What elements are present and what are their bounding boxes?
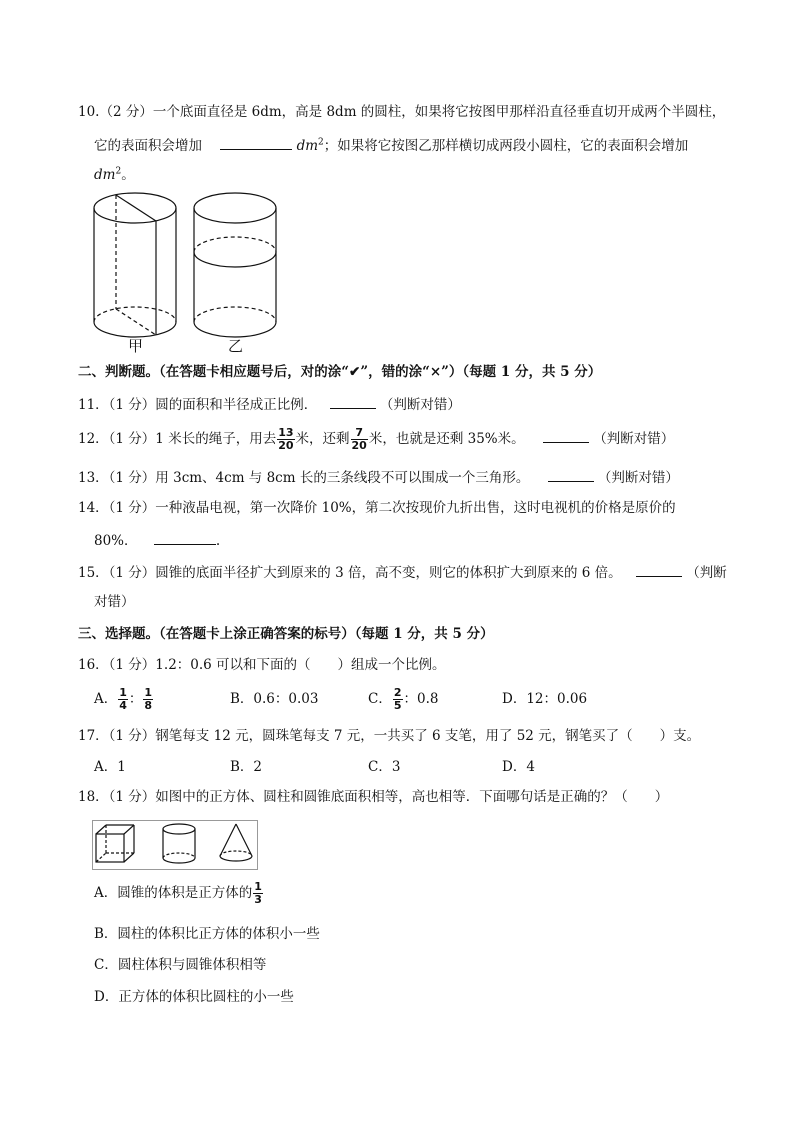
q18-option-d[interactable]: D．正方体的体积比圆柱的小一些: [94, 989, 294, 1005]
q14-line2-text: 80%．: [94, 533, 138, 549]
q17-text: 17．（1 分）钢笔每支 12 元，圆珠笔每支 7 元，一共买了 6 支笔，用了 52 元，钢笔买了（ ）支。: [78, 728, 701, 744]
q15-answer-blank[interactable]: [636, 562, 682, 577]
q17-option-a[interactable]: A．1: [94, 759, 126, 775]
q10-line2-post: ；如果将它按图乙那样横切成两段小圆柱，它的表面积会增加: [323, 138, 689, 154]
q10-unit: dm: [296, 138, 319, 154]
q12-mid: 米，还剩: [295, 431, 350, 447]
cylinder-icon: [163, 824, 195, 863]
q12-fraction-1: [277, 427, 294, 452]
figure-label-yi: 乙: [228, 337, 244, 355]
q10-unit-2: dm: [94, 167, 116, 183]
cone-icon: [220, 824, 252, 861]
q13: [78, 467, 679, 487]
q10-line1: 10.（2 分）一个底面直径是 6dm，高是 8dm 的圆柱，如果将它按图甲那样沿直径垂直切开成两个半圆柱，: [78, 104, 726, 120]
q12: [78, 426, 674, 452]
q11-text: 11．（1 分）圆的面积和半径成正比例．: [78, 397, 318, 413]
q16-option-c-label: C．: [368, 691, 392, 707]
q14-answer-blank[interactable]: [154, 530, 216, 545]
cylinder-jia: [94, 193, 176, 337]
q10-cylinders-figure: [92, 190, 282, 360]
cube-icon: [96, 825, 134, 862]
q16-a-f2-num: 1: [144, 686, 153, 699]
q15-line1: [78, 562, 727, 582]
q12-f2-den: 20: [351, 439, 367, 452]
q16-c-num: 2: [393, 686, 402, 699]
section-2-title: 二、判断题。（在答题卡相应题号后，对的涂“✔”，错的涂“×”）（每题 1 分，共 5 分）: [78, 364, 602, 380]
q16-text: 16．（1 分）1.2：0.6 可以和下面的（ ）组成一个比例。: [78, 657, 446, 673]
q16-c-post: ：0.8: [403, 691, 439, 707]
q11-suffix: （判断对错）: [379, 397, 461, 413]
cylinder-yi: [194, 193, 276, 337]
q10-answer-blank-1[interactable]: [220, 135, 292, 150]
q15-suffix: （判断: [686, 565, 727, 581]
q18-a-den: 3: [254, 893, 262, 906]
q18-option-b[interactable]: B．圆柱的体积比正方体的体积小一些: [94, 926, 320, 942]
q17-option-b[interactable]: B．2: [230, 759, 263, 775]
q16-option-b[interactable]: B．0.6：0.03: [230, 691, 319, 707]
q16-option-c[interactable]: [368, 686, 438, 712]
q10-line2: [94, 135, 688, 155]
q16-option-d[interactable]: D．12：0.06: [502, 691, 588, 707]
q18-a-num: 1: [254, 880, 262, 893]
q12-post: 米，也就是还剩 35%米。: [368, 431, 525, 447]
q15-line2: 对错）: [94, 594, 135, 610]
q16-option-a-label: A．: [94, 691, 118, 707]
q14-end: .: [215, 533, 221, 549]
q18-option-a[interactable]: [94, 880, 264, 906]
q16-a-fraction-2: [143, 687, 153, 712]
q18-option-a-text: A．圆锥的体积是正方体的: [94, 885, 253, 901]
q16-a-f1-num: 1: [119, 686, 127, 699]
q10-unit-sup: 2: [318, 137, 324, 148]
q13-text: 13．（1 分）用 3cm、4cm 与 8cm 长的三条线段不可以围成一个三角形。: [78, 470, 530, 486]
q12-pre: 12．（1 分）1 米长的绳子，用去: [78, 431, 277, 447]
q16-c-den: 5: [393, 699, 402, 712]
q18-solids-figure: [92, 820, 258, 870]
q12-f1-den: 20: [278, 439, 294, 452]
q17-option-d[interactable]: D．4: [502, 759, 535, 775]
q11: [78, 394, 461, 414]
q12-fraction-2: [351, 427, 368, 452]
q13-answer-blank[interactable]: [548, 467, 594, 482]
q14-line1: 14．（1 分）一种液晶电视，第一次降价 10%，第二次按现价九折出售，这时电视机的价格是原价的: [78, 500, 676, 516]
q16-a-f1-den: 4: [119, 699, 127, 712]
q16-a-f2-den: 8: [144, 699, 153, 712]
q12-answer-blank[interactable]: [543, 428, 589, 443]
q18-text: 18．（1 分）如图中的正方体、圆柱和圆锥底面积相等，高也相等．下面哪句话是正确的？（ ）: [78, 789, 669, 805]
q10-line3-end: 。: [121, 167, 135, 183]
q14-line2: [94, 530, 220, 550]
q17-option-c[interactable]: C．3: [368, 759, 401, 775]
q10-line3: [94, 166, 135, 184]
q18-a-fraction: [253, 881, 263, 906]
q16-c-fraction: [393, 687, 403, 712]
q12-f1-num: 13: [278, 426, 294, 439]
q18-option-c[interactable]: C．圆柱体积与圆锥体积相等: [94, 957, 267, 973]
section-3-title: 三、选择题。（在答题卡上涂正确答案的标号）（每题 1 分，共 5 分）: [78, 626, 494, 642]
q13-suffix: （判断对错）: [597, 470, 679, 486]
q12-suffix: （判断对错）: [593, 431, 675, 447]
q15-line1-text: 15．（1 分）圆锥的底面半径扩大到原来的 3 倍，高不变，则它的体积扩大到原来的 6 倍。: [78, 565, 622, 581]
q16-a-fraction-1: [118, 687, 128, 712]
q10-unit-sup-2: 2: [115, 166, 122, 177]
q10-line2-pre: 它的表面积会增加: [94, 138, 202, 154]
q16-a-sep: ：: [128, 691, 143, 707]
q11-answer-blank[interactable]: [330, 394, 376, 409]
q16-option-a[interactable]: [94, 686, 154, 712]
q12-f2-num: 7: [351, 427, 368, 440]
figure-label-jia: 甲: [128, 337, 144, 355]
